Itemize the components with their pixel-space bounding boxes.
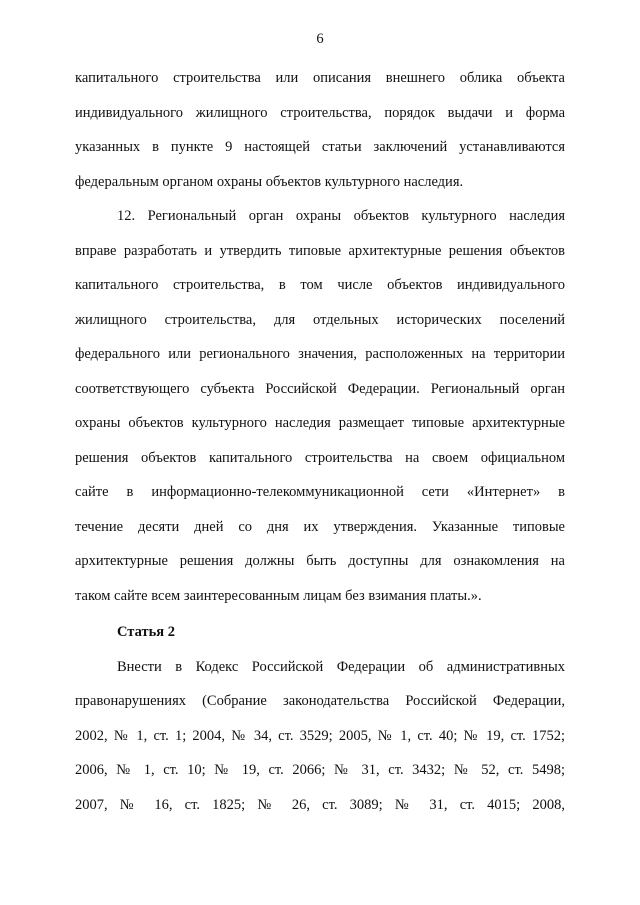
paragraph-item-12 bbox=[75, 199, 565, 613]
text-line: капитального строительства, в том числе объектов индивидуального bbox=[75, 277, 565, 293]
text-line: 12. Региональный орган охраны объектов культурного наследия bbox=[117, 208, 565, 224]
text-line: течение десяти дней со дня их утверждения. Указанные типовые bbox=[75, 518, 565, 535]
text-line: жилищного строительства, для отдельных исторических поселений bbox=[75, 311, 565, 328]
text-line: охраны объектов культурного наследия размещает типовые архитектурные bbox=[75, 415, 565, 431]
text-line: федеральным органом охраны объектов культурного наследия. bbox=[75, 173, 464, 190]
text-line: 2002, № 1, ст. 1; 2004, № 34, ст. 3529; 2005, № 1, ст. 40; № 19, ст. 1752; bbox=[75, 727, 565, 744]
text-line: 2006, № 1, ст. 10; № 19, ст. 2066; № 31, ст. 3432; № 52, ст. 5498; bbox=[75, 762, 565, 778]
text-line: архитектурные решения должны быть доступны для ознакомления на bbox=[75, 553, 565, 569]
text-line: Внести в Кодекс Российской Федерации об административных bbox=[117, 658, 565, 675]
text-line: вправе разработать и утвердить типовые архитектурные решения объектов bbox=[75, 242, 565, 259]
paragraph-article-2 bbox=[75, 650, 565, 823]
page-number: 6 bbox=[316, 31, 324, 47]
text-line: сайте в информационно-телекоммуникационной сети «Интернет» в bbox=[75, 484, 565, 500]
text-line: решения объектов капитального строительства на своем официальном bbox=[75, 449, 565, 466]
document-body bbox=[75, 61, 565, 822]
text-line: указанных в пункте 9 настоящей статьи заключений устанавливаются bbox=[75, 139, 565, 155]
text-line: соответствующего субъекта Российской Федерации. Региональный орган bbox=[75, 380, 565, 397]
text-line: таком сайте всем заинтересованным лицам без взимания платы.». bbox=[75, 587, 482, 604]
text-line: 2007, № 16, ст. 1825; № 26, ст. 3089; № 31, ст. 4015; 2008, bbox=[75, 796, 565, 813]
text-line: правонарушениях (Собрание законодательства Российской Федерации, bbox=[75, 693, 565, 709]
text-line: капитального строительства или описания внешнего облика объекта bbox=[75, 70, 565, 86]
article-heading: Статья 2 bbox=[117, 624, 175, 640]
text-line: федерального или регионального значения, расположенных на территории bbox=[75, 346, 565, 362]
paragraph-continuation bbox=[75, 61, 565, 199]
text-line: индивидуального жилищного строительства, порядок выдачи и форма bbox=[75, 104, 565, 121]
